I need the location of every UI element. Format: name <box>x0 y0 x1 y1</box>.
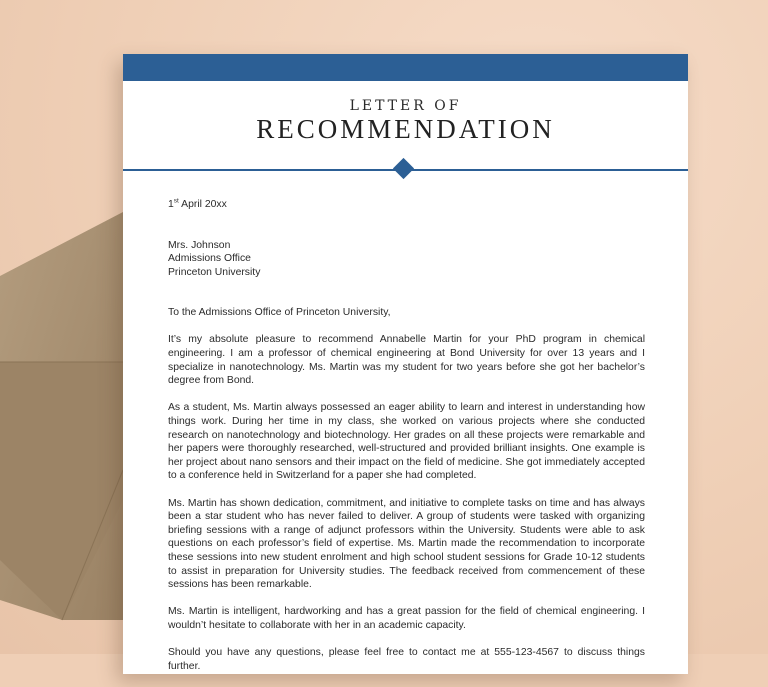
paragraph-contact: Should you have any questions, please feel free to contact me at 555-123-4567 to discuss things further. <box>168 647 645 672</box>
paragraph-dedication: Ms. Martin has shown dedication, commitment, and initiative to complete tasks on time and has always been a star student who has never failed to deliver. A group of students were tasked with organizing briefing sessions with a range of adjunct professors within the University. Students were able to ask questions on each professor’s field of expertise. Ms. Martin made the recommendation to incorporate these sessions into new student enrolment and high school student sessions for Grade 10-12 students to assist in preparation for University studies. The feedback received from commencement of these sessions has been remarkable. <box>168 497 645 591</box>
header-bar <box>123 54 688 81</box>
title-main: RECOMMENDATION <box>256 114 555 144</box>
salutation: To the Admissions Office of Princeton University, <box>168 307 391 319</box>
recipient-office: Admissions Office <box>168 253 251 265</box>
diamond-ornament <box>393 158 414 179</box>
letter-body <box>168 198 645 687</box>
title-top: LETTER OF <box>349 98 462 114</box>
letter-date <box>168 198 645 212</box>
date-suffix: st <box>173 197 179 205</box>
paragraph-summary: Ms. Martin is intelligent, hardworking and has a great passion for the field of chemical engineering. I wouldn’t hesitate to collaborate with her in an academic capacity. <box>168 606 645 631</box>
paragraph-intro: It’s my absolute pleasure to recommend Annabelle Martin for your PhD program in chemical engineering. I am a professor of chemical engineering at Bond University for over 13 years and I specialize in nanotechnology. Ms. Martin was my student for two years before she got her bachelor’s degree from Bond. <box>168 334 645 387</box>
date-rest: April 20xx <box>178 199 227 210</box>
recipient-address <box>168 239 645 280</box>
paragraph-student: As a student, Ms. Martin always possessed an eager ability to learn and interest in understanding how things work. During her time in my class, she worked on various projects where she conducted research on nanotechnology and biotechnology. Her grades on all these projects were remarkable and her papers were thoroughly researched, well-structured and provided brilliant insights. One example is her project about nano sensors and their impact on the field of medicine. She got immediately accepted to a conference held in Switzerland for a paper she had completed. <box>168 402 645 482</box>
letter-page <box>123 54 688 674</box>
recipient-institution: Princeton University <box>168 266 261 278</box>
date-day: 1 <box>168 199 174 210</box>
recipient-name: Mrs. Johnson <box>168 239 231 251</box>
